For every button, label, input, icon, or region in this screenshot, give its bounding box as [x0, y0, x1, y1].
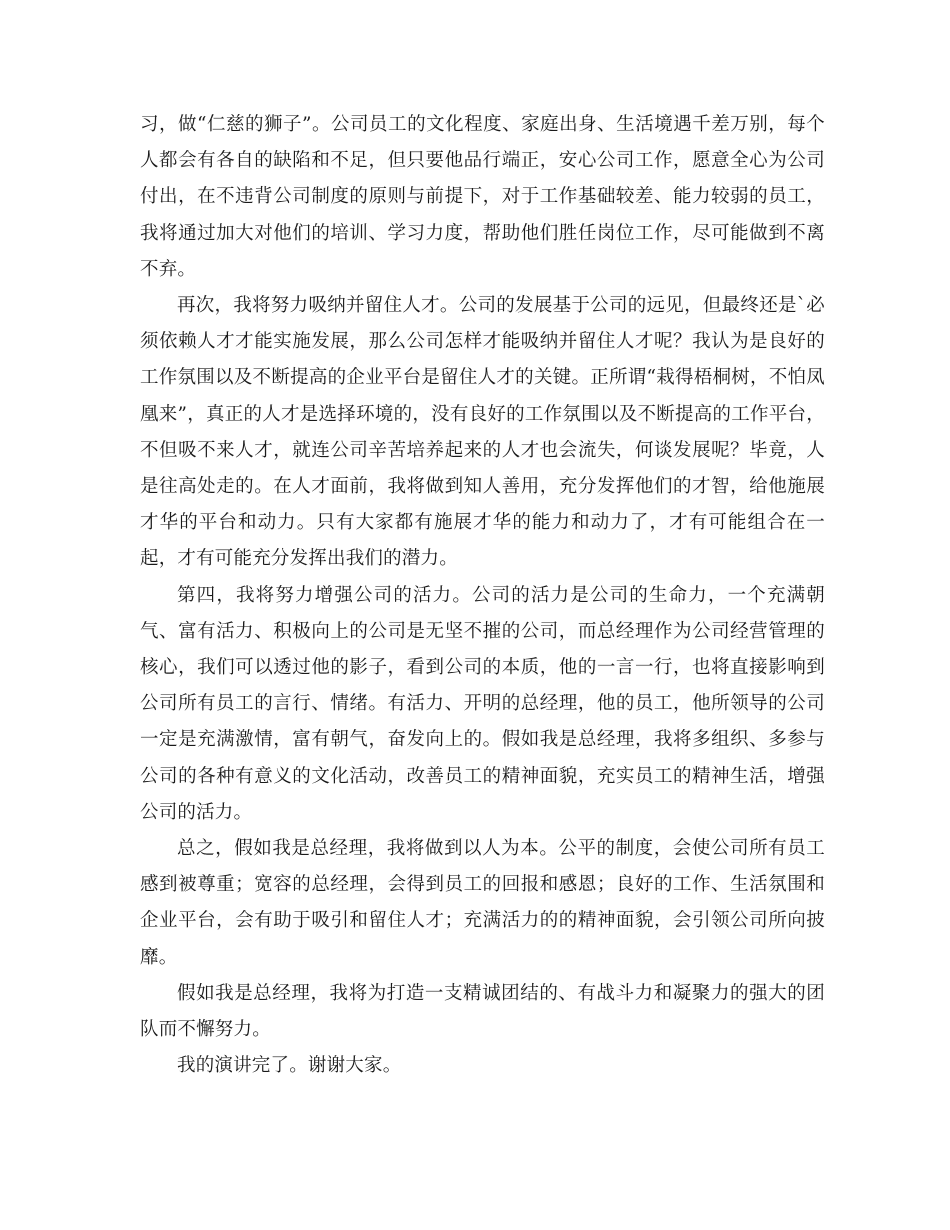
paragraph-vitality: 第四，我将努力增强公司的活力。公司的活力是公司的生命力，一个充满朝气、富有活力、积极向上的公司是无坚不摧的公司，而总经理作为公司经营管理的核心，我们可以透过他的影子，看到公司的本质，他的一言一行，也将直接影响到公司所有员工的言行、情绪。有活力、开明的总经理，他的员工，他所领导的公司一定是充满激情，富有朝气，奋发向上的。假如我是总经理，我将多组织、多参与公司的各种有意义的文化活动，改善员工的精神面貌，充实员工的精神生活，增强公司的活力。 — [140, 584, 825, 823]
paragraph-talent: 再次，我将努力吸纳并留住人才。公司的发展基于公司的远见，但最终还是`必须依赖人才才能实施发展，那么公司怎样才能吸纳并留住人才呢？我认为是良好的工作氛围以及不断提高的企业平台是留住人才的关键。正所谓“栽得梧桐树，不怕凤凰来”，真正的人才是选择环境的，没有良好的工作氛围以及不断提高的工作平台，不但吸不来人才，就连公司辛苦培养起来的人才也会流失，何谈发展呢？毕竟，人是往高处走的。在人才面前，我将做到知人善用，充分发挥他们的才智，给他施展才华的平台和动力。只有大家都有施展才华的能力和动力了，才有可能组合在一起，才有可能充分发挥出我们的潜力。 — [140, 295, 825, 570]
paragraph-summary: 总之，假如我是总经理，我将做到以人为本。公平的制度，会使公司所有员工感到被尊重；宽容的总经理，会得到员工的回报和感恩；良好的工作、生活氛围和企业平台，会有助于吸引和留住人才；充满活力的的精神面貌，会引领公司所向披靡。 — [140, 838, 825, 968]
paragraph-continuation: 习，做“仁慈的狮子”。公司员工的文化程度、家庭出身、生活境遇千差万别，每个人都会有各自的缺陷和不足，但只要他品行端正，安心公司工作，愿意全心为公司付出，在不违背公司制度的原则与前提下，对于工作基础较差、能力较弱的员工，我将通过加大对他们的培训、学习力度，帮助他们胜任岗位工作，尽可能做到不离不弃。 — [140, 114, 825, 280]
paragraph-closing: 我的演讲完了。谢谢大家。 — [177, 1055, 402, 1077]
paragraph-team: 假如我是总经理，我将为打造一支精诚团结的、有战斗力和凝聚力的强大的团队而不懈努力。 — [140, 982, 825, 1041]
document-body — [140, 107, 825, 1084]
